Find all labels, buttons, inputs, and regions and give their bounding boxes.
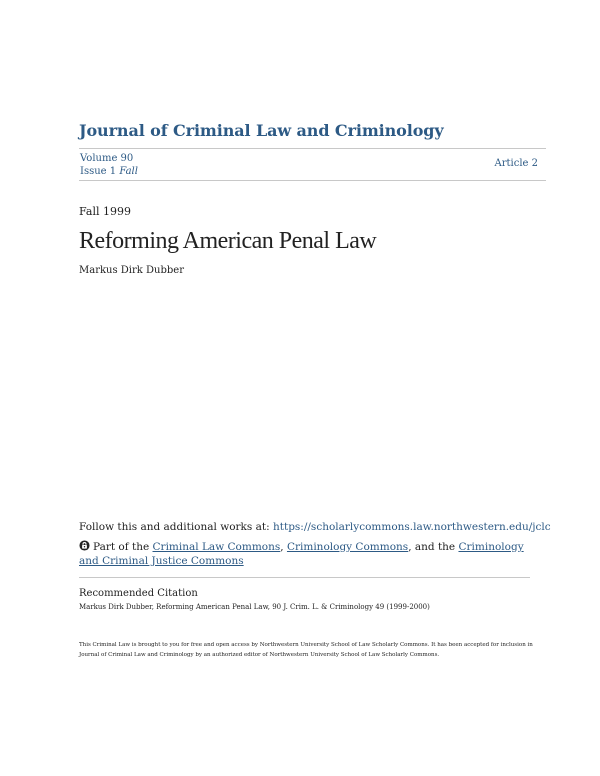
issue-number: Issue 1 [80, 166, 117, 177]
open-access-icon [79, 540, 90, 551]
part-of-commons [79, 540, 539, 568]
separator-comma: , [280, 541, 284, 553]
issue-season: Fall [119, 166, 138, 177]
recommended-citation-heading: Recommended Citation [79, 588, 198, 599]
separator-and: , and the [408, 541, 456, 553]
follow-line [79, 521, 551, 533]
access-notice: This Criminal Law is brought to you for free and open access by Northwestern University School of Law Scholarly Commons. It has been accepted for inclusion in Journal of Criminal Law and Criminology by an authorized editor of Northwestern University School of Law Scholarly Commons. [79, 642, 533, 658]
issue-link[interactable] [80, 165, 138, 178]
divider [79, 577, 530, 578]
journal-title[interactable]: Journal of Criminal Law and Criminology [79, 121, 444, 140]
publication-date: Fall 1999 [79, 205, 131, 218]
criminology-commons-link[interactable]: Criminology Commons [286, 541, 409, 553]
author-name: Markus Dirk Dubber [79, 265, 184, 276]
issue-info-band [79, 148, 546, 181]
repository-url-link[interactable]: https://scholarlycommons.law.northwestern.edu/jclc [273, 521, 551, 533]
volume-link[interactable]: Volume 90 [80, 153, 134, 164]
recommended-citation-text: Markus Dirk Dubber, Reforming American Penal Law, 90 J. Crim. L. & Criminology 49 (1999-2000) [79, 603, 430, 611]
criminology-criminal-justice-commons-link[interactable]: Criminology and Criminal Justice Commons [79, 541, 524, 567]
article-title: Reforming American Penal Law [79, 228, 377, 254]
part-of-prefix: Part of the [93, 541, 150, 553]
article-number-link[interactable]: Article 2 [494, 158, 538, 169]
follow-prefix: Follow this and additional works at: [79, 521, 270, 533]
volume-issue-block [80, 152, 138, 178]
criminal-law-commons-link[interactable]: Criminal Law Commons [152, 541, 281, 553]
